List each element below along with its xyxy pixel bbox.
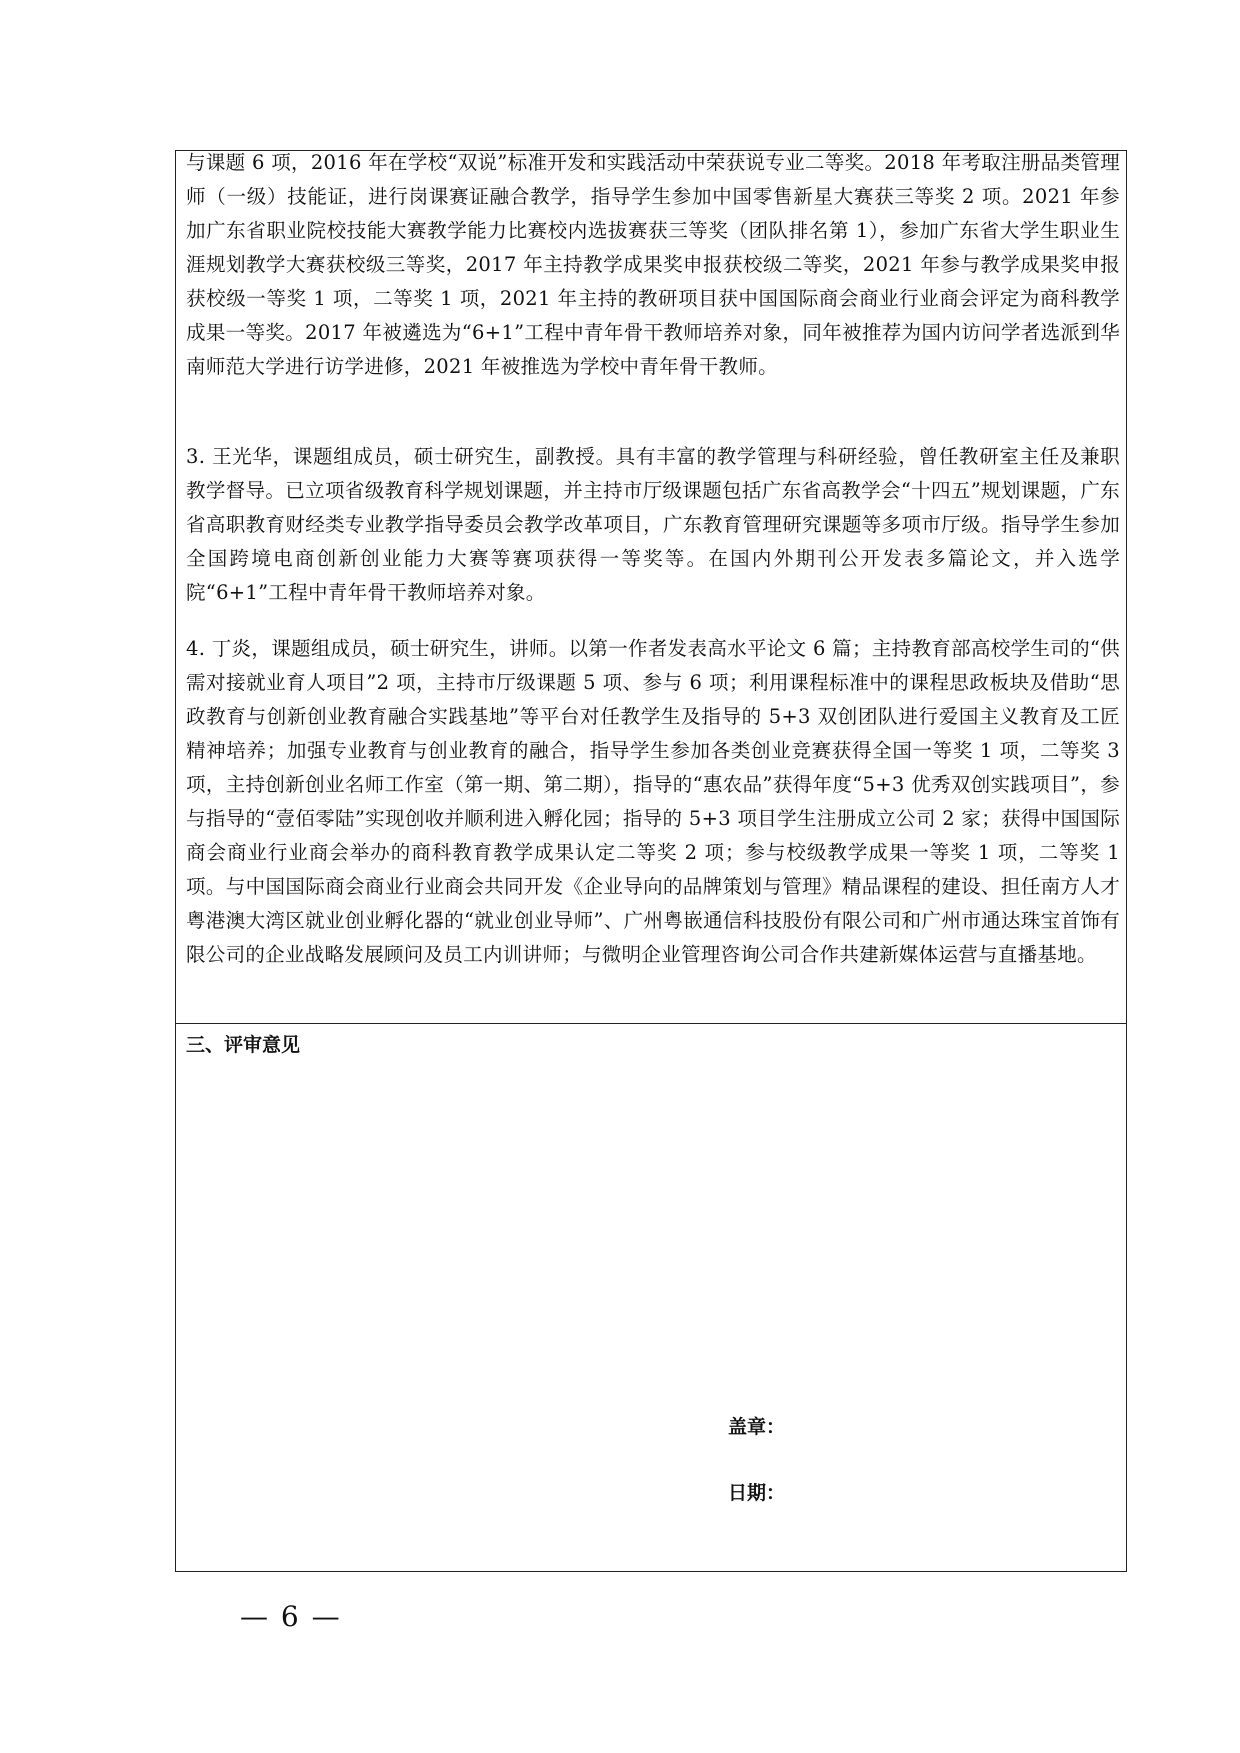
paragraph-member-3: 3. 王光华，课题组成员，硕士研究生，副教授。具有丰富的教学管理与科研经验，曾任教研室主任及兼职教学督导。已立项省级教育科学规划课题，并主持市厅级课题包括广东省高教学会“十四五”规划课题，广东省高职教育财经类专业教学指导委员会教学改革项目，广东教育管理研究课题等多项市厅级。指导学生参加全国跨境电商创新创业能力大赛等赛项获得一等奖等。在国内外期刊公开发表多篇论文，并入选学院“6+1”工程中青年骨干教师培养对象。 (186, 445, 1120, 604)
date-label: 日期： (728, 1482, 786, 1504)
review-table-cell (175, 1023, 1127, 1572)
paragraph-member-2-continued: 与课题 6 项，2016 年在学校“双说”标准开发和实践活动中荣获说专业二等奖。2018 年考取注册品类管理师（一级）技能证，进行岗课赛证融合教学，指导学生参加中国零售新星大赛获三等奖 2 项。2021 年参加广东省职业院校技能大赛教学能力比赛校内选拔赛获三等奖（团队排名第 1），参加广东省大学生职业生涯规划教学大赛获校级三等奖，2017 年主持教学成果奖申报获校级二等奖，2021 年参与教学成果奖申报获校级一等奖 1 项，二等奖 1 项，2021 年主持的教研项目获中国国际商会商业行业商会评定为商科教学成果一等奖。2017 年被遴选为“6+1”工程中青年骨干教师培养对象，同年被推荐为国内访问学者选派到华南师范大学进行访学进修，2021 年被推选为学校中青年骨干教师。 (186, 151, 1120, 378)
review-section-title: 三、评审意见 (186, 1034, 301, 1056)
paragraph-member-4: 4. 丁炎，课题组成员，硕士研究生，讲师。以第一作者发表高水平论文 6 篇；主持教育部高校学生司的“供需对接就业育人项目”2 项，主持市厅级课题 5 项、参与 6 项；利用课程标准中的课程思政板块及借助“思政教育与创新创业教育融合实践基地”等平台对任教学生及指导的 5+3 双创团队进行爱国主义教育及工匠精神培养；加强专业教育与创业教育的融合，指导学生参加各类创业竞赛获得全国一等奖 1 项，二等奖 3 项，主持创新创业名师工作室（第一期、第二期），指导的“惠农品”获得年度“5+3 优秀双创实践项目”，参与指导的“壹佰零陆”实现创收并顺利进入孵化园；指导的 5+3 项目学生注册成立公司 2 家；获得中国国际商会商业行业商会举办的商科教育教学成果认定二等奖 2 项；参与校级教学成果一等奖 1 项，二等奖 1 项。与中国国际商会商业行业商会共同开发《企业导向的品牌策划与管理》精品课程的建设、担任南方人才粤港澳大湾区就业创业孵化器的“就业创业导师”、广州粤嵌通信科技股份有限公司和广州市通达珠宝首饰有限公司的企业战略发展顾问及员工内训讲师；与微明企业管理咨询公司合作共建新媒体运营与直播基地。 (186, 637, 1120, 966)
seal-label: 盖章： (728, 1416, 786, 1438)
page-number: — 6 — (240, 1600, 342, 1633)
